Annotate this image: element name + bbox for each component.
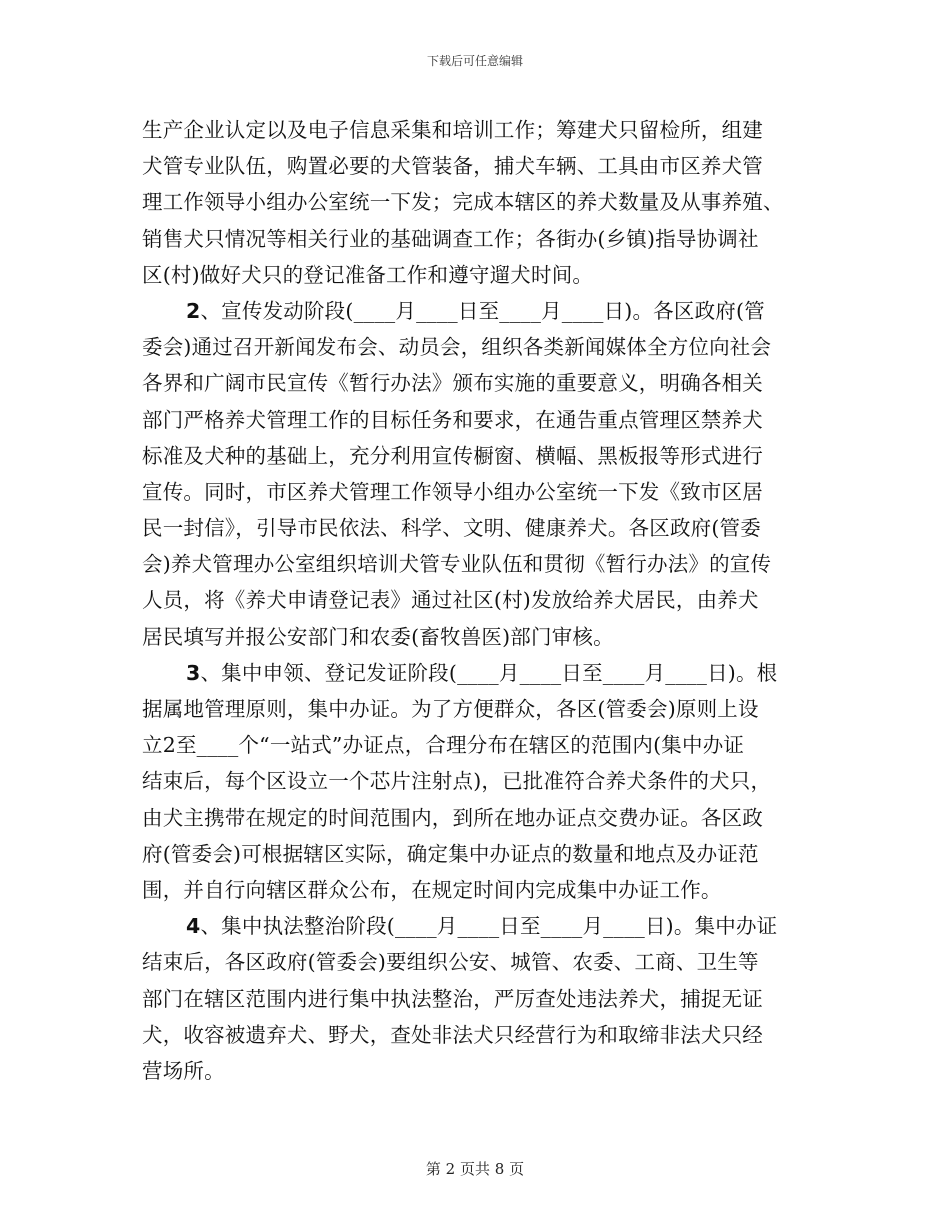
text-line: 生产企业认定以及电子信息采集和培训工作；筹建犬只留检所，组建 (142, 118, 763, 142)
text-line: 标准及犬种的基础上，充分利用宣传橱窗、横幅、黑板报等形式进行 (142, 443, 763, 468)
section-number: 2 (186, 298, 201, 323)
text-line: 民一封信》，引导市民依法、科学、文明、健康养犬。各区政府(管委 (142, 516, 761, 541)
text-line: 营场所。 (142, 1058, 225, 1083)
paragraph-4 (142, 908, 802, 1089)
section-number: 3 (186, 660, 201, 685)
text-line: 围，并自行向辖区群众公布，在规定时间内完成集中办证工作。 (142, 877, 722, 902)
text-line: 犬，收容被遗弃犬、野犬，查处非法犬只经营行为和取缔非法犬只经 (142, 1022, 763, 1047)
text-line: 区(村)做好犬只的登记准备工作和遵守遛犬时间。 (142, 262, 594, 287)
text-line: 结束后，各区政府(管委会)要组织公安、城管、农委、工商、卫生等 (142, 950, 759, 975)
text-line: 府(管委会)可根据辖区实际，确定集中办证点的数量和地点及办证范 (142, 841, 759, 866)
paragraph-3 (142, 655, 802, 908)
text-line: 立2至____个“一站式”办证点，合理分布在辖区的范围内(集中办证 (142, 733, 745, 758)
document-body (142, 112, 802, 1089)
text-line: 部门严格养犬管理工作的目标任务和要求，在通告重点管理区禁养犬 (142, 407, 763, 432)
page-header: 下载后可任意编辑 (426, 54, 523, 68)
text-line: 犬管专业队伍，购置必要的犬管装备，捕犬车辆、工具由市区养犬管 (142, 154, 763, 179)
paragraph-first-line (142, 908, 802, 944)
text-line: 宣传。同时，市区养犬管理工作领导小组办公室统一下发《致市区居 (142, 479, 763, 504)
text-line: 据属地管理原则，集中办证。为了方便群众，各区(管委会)原则上设 (142, 697, 759, 721)
section-heading-text: 、集中执法整治阶段(____月____日至____月____日)。集中办证 (200, 914, 778, 939)
text-line: 部门在辖区范围内进行集中执法整治，严厉查处违法养犬，捕捉无证 (142, 986, 763, 1011)
paragraph-1 (142, 112, 802, 293)
paragraph-first-line (142, 293, 802, 329)
text-line: 理工作领导小组办公室统一下发；完成本辖区的养犬数量及从事养殖、 (142, 190, 784, 215)
text-line: 销售犬只情况等相关行业的基础调查工作；各街办(乡镇)指导协调社 (142, 226, 759, 251)
page-footer: 第 2 页共 8 页 (425, 1160, 525, 1178)
text-line: 居民填写并报公安部门和农委(畜牧兽医)部门审核。 (142, 624, 614, 649)
text-line: 人员，将《养犬申请登记表》通过社区(村)发放给养犬居民，由养犬 (142, 588, 759, 613)
text-line: 由犬主携带在规定的时间范围内，到所在地办证点交费办证。各区政 (142, 805, 763, 830)
section-heading-text: 、宣传发动阶段(____月____日至____月____日)。各区政府(管 (200, 298, 765, 323)
paragraph-first-line (142, 655, 802, 691)
section-heading-text: 、集中申领、登记发证阶段(____月____日至____月____日)。根 (200, 660, 778, 685)
text-line: 结束后，每个区设立一个芯片注射点)，已批准符合养犬条件的犬只， (142, 769, 772, 794)
section-number: 4 (186, 914, 201, 939)
paragraph-2 (142, 293, 802, 655)
text-line: 各界和广阔市民宣传《暂行办法》颁布实施的重要意义，明确各相关 (142, 371, 763, 396)
text-line: 委会)通过召开新闻发布会、动员会，组织各类新闻媒体全方位向社会 (142, 335, 772, 360)
text-line: 会)养犬管理办公室组织培训犬管专业队伍和贯彻《暂行办法》的宣传 (142, 552, 772, 577)
